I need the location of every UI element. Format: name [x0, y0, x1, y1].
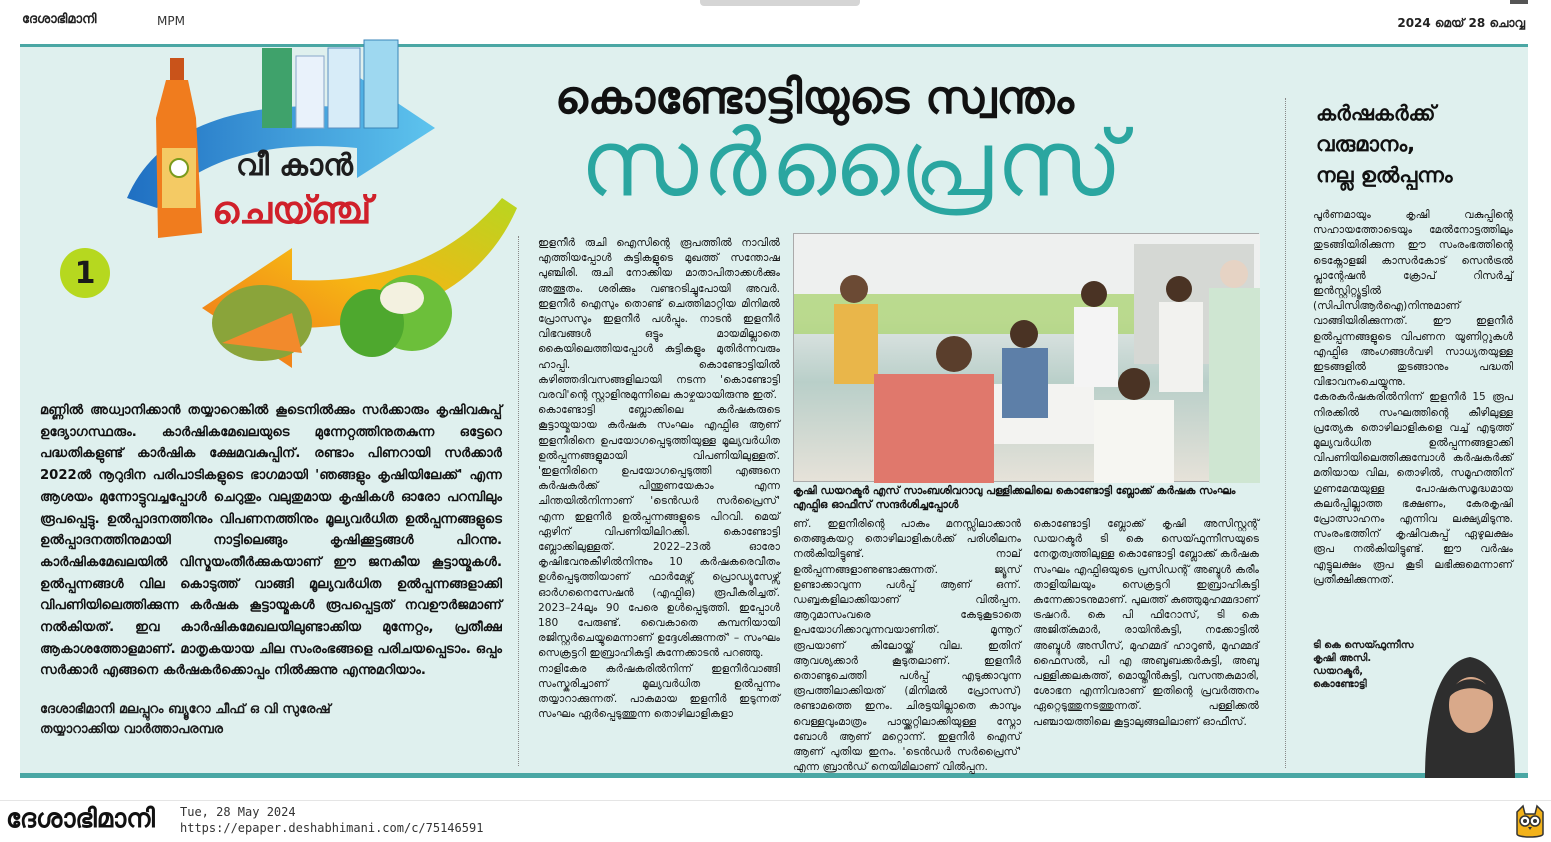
- article-column-4: പൂർണമായും കൃഷി വകുപ്പിന്റെ സഹായത്തോടെയും മേൽനോട്ടത്തിലും തുടങ്ങിയിരിക്കുന്ന ഈ സംരംഭത്തിന്റെ ടെക്നോളജി കാസർകോട് സെൻട്രൽ പ്ലാന്റേഷൻ ക്രോപ് റിസർച്ച് ഇൻസ്റ്റിറ്റ്യൂട്ടിൽ (സിപിസിആർഐ)നിന്നുമാണ് വാങ്ങിയിരിക്കുന്നത്. ഈ ഇളനീർ ഉൽപ്പന്നങ്ങളുടെ വിപണന യൂണിറ്റുകൾ എഫ്പിഒ അംഗങ്ങൾവഴി സാധ്യതയുള്ള ഇടങ്ങളിൽ തുടങ്ങാനും പദ്ധതി വിഭാവനംചെയ്യുന്നു. കേരകർഷകരിൽനിന്ന് ഇളനീർ 15 രൂപ നിരക്കിൽ സംഘത്തിന്റെ കീഴിലുള്ള പ്രത്യേക തൊഴിലാളികളെ വച്ച് എടുത്ത് മൂല്യവർധിത ഉൽപ്പന്നങ്ങളാക്കി വിപണിയിലെത്തിക്കുമ്പോൾ കർഷകർക്ക് മതിയായ വില, തൊഴിൽ, സമൂഹത്തിന് ഗുണമേന്മയുള്ള പോഷകസമൃദ്ധമായ കലർപ്പില്ലാത്ത ഭക്ഷണം, കേരകൃഷി പ്രോത്സാഹനം എന്നിവ ലക്ഷ്യമിടുന്നു. സംരംഭത്തിന് കൃഷിവകുപ്പ് ഏഴുലക്ഷം രൂപ നൽകിയിട്ടുണ്ട്. ഈ വർഷം എട്ടുലക്ഷം രൂപ കൂടി ലഭിക്കുമെന്നാണ് പ്രതീക്ഷിക്കുന്നത്.: [1313, 209, 1513, 586]
- article-column-2: ണ്. ഇളനീരിന്റെ പാകം മനസ്സിലാക്കാൻ തെങ്ങുകയറ്റ തൊഴിലാളികൾക്ക് പരിശീലനം നൽകിയിട്ടുണ്ട്. നാല് ഉൽപ്പന്നങ്ങളാണുണ്ടാക്കുന്നത്. ജ്യൂസ് ഉണ്ടാക്കാവുന്ന പൾപ്പ് ആണ് ഒന്ന്. ഡബ്ബകളിലാക്കിയാണ് വിൽപ്പന. ആറുമാസംവരെ കേടുകൂടാതെ ഉപയോഗിക്കാവുന്നവയാണിത്. മൂന്നൂറ് രൂപയാണ് കിലോയ്ക്ക് വില. ഇതിന് ആവശ്യക്കാർ കൂടുതലാണ്. ഇളനീർ തൊണ്ടുചെത്തി പൾപ്പ് എടുക്കാവുന്ന രൂപത്തിലാക്കിയത് (മിനിമൽ പ്രോസസ്) രണ്ടാമത്തെ ഇനം. ചിരട്ടയില്ലാതെ കാമ്പും വെള്ളവുംമാത്രം പായ്ക്കറ്റിലാക്കിയുള്ള സ്നോ ബോൾ ആണ് മറ്റൊന്ന്. ഇളനീർ ഐസ് ആണ് പുതിയ ഇനം. 'ടെൻഡർ സർപ്രൈസ്' എന്ന ബ്രാൻഡ് നെയിമിലാണ് വിൽപ്പന.: [793, 518, 1021, 774]
- photo-caption: കൃഷി ഡയറക്ടർ എസ് സാംബശിവറാവു പള്ളിക്കലിലെ കൊണ്ടോട്ടി ബ്ലോക്ക് കർഷക സംഘം എഫ്പിഒ ഓഫീസ് സന്ദർശിച്ചപ്പോൾ: [793, 485, 1236, 511]
- masthead: ദേശാഭിമാനി: [22, 12, 97, 27]
- juice-bottle-icon: [140, 58, 220, 243]
- group-people-image: [794, 234, 1260, 483]
- article-column-1: ഇളനീർ രുചി ഐസിന്റെ രൂപത്തിൽ നാവിൽ എത്തിയപ്പോൾ കുട്ടികളുടെ മുഖത്ത് സന്തോഷ പുഞ്ചിരി. രുചി നോക്കിയ മാതാപിതാക്കൾക്കും അത്ഭുതം. ശരിക്കും വണ്ടറടിച്ചുപോയി അവർ. ഇളനീർ ഐസും തൊണ്ട് ചെത്തിമാറ്റിയ മിനിമൽ പ്രോസസും ഇളനീർ പൾപ്പും. നാടൻ ഇളനീർ വിഭവങ്ങൾ ഒട്ടും മായമില്ലാതെ കൈയിലെത്തിയപ്പോൾ കുട്ടികളും മുതിർന്നവരും ഹാപ്പി. കൊണ്ടോട്ടിയിൽ കഴിഞ്ഞദിവസങ്ങളിലായി നടന്ന 'കൊണ്ടോട്ടി വരവി'ന്റെ സ്റ്റാളിനുമുന്നിലെ കാഴ്ചയായിരുന്നു ഇത്. കൊണ്ടോട്ടി ബ്ലോക്കിലെ കർഷകരുടെ കൂട്ടായ്മയായ കർഷക സംഘം എഫ്പിഒ ആണ് ഇളനീരിനെ ഉപയോഗപ്പെടുത്തിയുള്ള മൂല്യവർധിത ഉൽപ്പന്നങ്ങളുമായി വിപണിയിലുള്ളത്. 'ഇളനീരിനെ ഉപയോഗപ്പെടുത്തി എങ്ങനെ കർഷകർക്ക് പിന്തുണയേകാം എന്ന ചിന്തയിൽനിന്നാണ് 'ടെൻഡർ സർപ്രൈസ്' എന്ന ഇളനീർ ഉൽപ്പന്നങ്ങളുടെ പിറവി. മെയ് ഏഴിന് വിപണിയിലിറക്കി. കൊണ്ടോട്ടി ബ്ലോക്കിലുള്ളത്. 2022–23ൽ ഓരോ കൃഷിഭവനുകീഴിൽനിന്നും 10 കർഷകരെവീതം ഉൾപ്പെടുത്തിയാണ് ഫാർമേഴ്സ് പ്രൊഡ്യൂസേഴ്സ് ഓർഗനൈസേഷൻ (എഫ്പിഒ) രൂപീകരിച്ചത്. 2023–24ലും 90 പേരെ ഉൾപ്പെടുത്തി. ഇപ്പോൾ 180 പേരുണ്ട്. വൈകാതെ കമ്പനിയായി രജിസ്റ്റർചെയ്യുമെന്നാണ് ഉദ്ദേശിക്കുന്നത്' – സംഘം സെക്രട്ടറി ഇബ്രാഹികുട്ടി കുന്നേക്കാടൻ പറഞ്ഞു. നാളികേര കർഷകരിൽനിന്ന് ഇളനീർവാങ്ങി സംസ്കരിച്ചാണ് മൂല്യവർധിത ഉൽപ്പന്നം തയ്യാറാക്കുന്നത്. പാകമായ ഇളനീർ ഇടുന്നത് സംഘം ഏർപ്പെടുത്തുന്ന തൊഴിലാളികളാ: [538, 237, 780, 721]
- edition-code: MPM: [157, 14, 185, 28]
- author-name: ടി കെ സെയ്ഫുന്നീസ: [1313, 640, 1414, 651]
- page-number-marker: [1510, 0, 1528, 4]
- series-number: 1: [74, 255, 96, 291]
- column-divider: [1285, 98, 1286, 768]
- news-photo: [793, 233, 1259, 482]
- footer-date: Tue, 28 May 2024: [180, 805, 296, 819]
- headline-line-2: സർപ്രൈസ്: [580, 110, 1127, 217]
- author-designation: കൃഷി അസി. ഡയറക്ടർ,: [1313, 653, 1372, 677]
- author-place: കൊണ്ടോട്ടി: [1313, 679, 1367, 690]
- article-column-3: കൊണ്ടോട്ടി ബ്ലോക്ക് കൃഷി അസിസ്റ്റന്റ് ഡയറക്ടർ ടി കെ സെയ്ഫുന്നീസയുടെ നേതൃത്വത്തിലുള്ള കൊണ്ടോട്ടി ബ്ലോക്ക് കർഷക സംഘം എഫ്പിഒയുടെ പ്രസിഡന്റ് അബ്ദുൾ കരീം താളിയിലയും സെക്രട്ടറി ഇബ്രാഹികുട്ടി കുന്നേക്കാടനുമാണ്. പുലത്ത് കുഞ്ഞുമുഹമ്മദാണ് ട്രഷറർ. കെ പി ഫിറോസ്, ടി കെ അജിത്കുമാർ, രായിൻകുട്ടി, നക്കോട്ടിൽ അബ്ദുൾ അസീസ്, മുഹമ്മദ് ഹാറൂൺ, മുഹമ്മദ് ഫൈസൽ, പി എ അബൂബക്കർകുട്ടി, അബു പള്ളിക്കലകത്ത്, മൊയ്തീൻകുട്ടി, വസന്തകുമാരി, ശോഭന എന്നിവരാണ് ഇതിന്റെ പ്രവർത്തനം ഏറ്റെടുത്തുനടത്തുന്നത്. പള്ളിക്കൽ പഞ്ചായത്തിലെ കൂട്ടാലുങ്ങലിലാണ് ഓഫീസ്.: [1033, 518, 1259, 728]
- we-can-text: വീ കാൻ: [236, 148, 353, 183]
- series-number-badge: [60, 248, 110, 298]
- column-divider: [518, 236, 519, 766]
- change-text: ചെയ്ഞ്ച്: [212, 188, 372, 232]
- sidebar-title-line-2: വരുമാനം,: [1316, 132, 1416, 156]
- credit-line-1: ദേശാഭിമാനി മലപ്പുറം ബ്യൂറോ ചീഫ് ഒ വി സുരേഷ്: [40, 702, 331, 717]
- page-header: [0, 0, 1551, 44]
- footer-url[interactable]: https://epaper.deshabhimani.com/c/75146591: [180, 821, 484, 835]
- owl-icon[interactable]: [1513, 804, 1547, 840]
- we-can-change-graphic: [22, 48, 522, 388]
- page-date: 2024 മെയ് 28 ചൊവ്വ: [1397, 16, 1525, 30]
- page-scroll-handle[interactable]: [700, 0, 860, 6]
- intro-paragraph: മണ്ണിൽ അധ്വാനിക്കാൻ തയ്യാറെങ്കിൽ കൂടെനിൽക്കും സർക്കാരും കൃഷിവകുപ്പ് ഉദ്യോഗസ്ഥരും. കാർഷികമേഖലയുടെ മുന്നേറ്റത്തിനുതകുന്ന ഒട്ടേറെ പദ്ധതികളുണ്ട് കാർഷിക ക്ഷേമവകുപ്പിന്. രണ്ടാം പിണറായി സർക്കാർ 2022ൽ നൂറുദിന പരിപാടികളുടെ ഭാഗമായി 'ഞങ്ങളും കൃഷിയിലേക്ക്' എന്ന ആശയം മുന്നോട്ടുവച്ചപ്പോൾ ചെറുതും വലുതുമായ കൃഷികൾ ഓരോ പറമ്പിലും രൂപപ്പെട്ടു. ഉൽപ്പാദനത്തിനും വിപണനത്തിനും മൂല്യവർധിത ഉൽപ്പന്നങ്ങളുടെ ഉൽപ്പാദനത്തിനുമായി നാട്ടിലെങ്ങും കൃഷിക്കൂട്ടങ്ങൾ പിറന്നു. കാർഷികമേഖലയിൽ വിസ്മയംതീർക്കുകയാണ് ഈ ജനകീയ കൂട്ടായ്മകൾ. ഉൽപ്പന്നങ്ങൾ വില കൊടുത്ത് വാങ്ങി മൂല്യവർധിത ഉൽപ്പന്നങ്ങളാക്കി വിപണിയിലെത്തിക്കുന്ന കർഷക കൂട്ടായ്മകൾ രൂപപ്പെട്ടത് നവഊർജമാണ് നൽകിയത്. ഇവ കാർഷികമേഖലയിലുണ്ടാക്കിയ മുന്നേറ്റം, പ്രതീക്ഷ ആകാശത്തോളമാണ്. മാതൃകയായ ചില സംരംഭങ്ങളെ പരിചയപ്പെടാം. ഒപ്പം സർക്കാർ എങ്ങനെ കർഷകർക്കൊപ്പം നിൽക്കുന്നു എന്നുമറിയാം.: [40, 403, 502, 679]
- author-portrait: [1415, 643, 1521, 778]
- headline-line-1: കൊണ്ടോട്ടിയുടെ സ്വന്തം: [555, 70, 1074, 124]
- series-credit: [40, 700, 502, 740]
- juice-cartons-icon: [260, 34, 410, 134]
- fruits-icon: [202, 253, 462, 383]
- author-signature: [1313, 639, 1423, 691]
- sidebar-title-line-3: നല്ല ഉൽപ്പന്നം: [1316, 163, 1453, 187]
- sidebar-title-line-1: കർഷകർക്ക്: [1316, 101, 1436, 125]
- sidebar-title: [1316, 98, 1516, 191]
- footer-logo[interactable]: ദേശാഭിമാനി: [6, 804, 155, 834]
- credit-line-2: തയ്യാറാക്കിയ വാർത്താപരമ്പര: [40, 722, 223, 737]
